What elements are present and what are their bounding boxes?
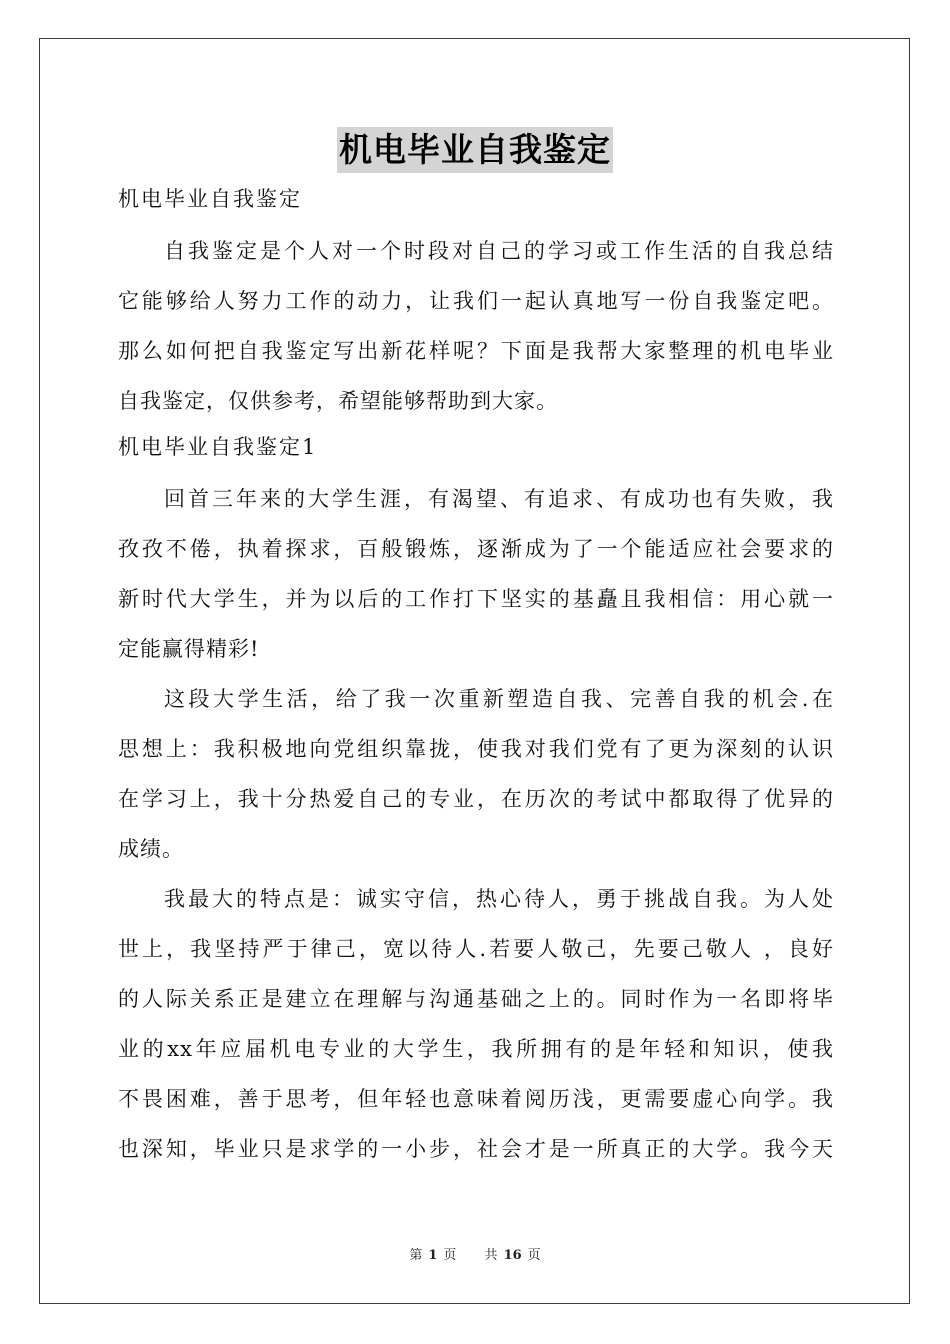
- paragraph-line: 这段大学生活，给了我一次重新塑造自我、完善自我的机会.在: [164, 687, 834, 711]
- paragraph-line: 孜孜不倦，执着探求，百般锻炼，逐渐成为了一个能适应社会要求的: [118, 537, 834, 561]
- paragraph-line: 回首三年来的大学生涯，有渴望、有追求、有成功也有失败，我: [164, 487, 834, 511]
- intro-line: 自我鉴定是个人对一个时段对自己的学习或工作生活的自我总结: [164, 239, 834, 263]
- page-number: 1: [428, 1248, 438, 1263]
- title-wrap: [0, 127, 950, 173]
- paragraph-2: [118, 674, 834, 874]
- page-footer: [0, 1247, 950, 1265]
- intro-line: 自我鉴定，仅供参考，希望能够帮助到大家。: [118, 389, 558, 413]
- intro-line: 那么如何把自我鉴定写出新花样呢？下面是我帮大家整理的机电毕业: [118, 339, 834, 363]
- paragraph-line: 不畏困难，善于思考，但年轻也意味着阅历浅，更需要虚心向学。我: [118, 1087, 834, 1111]
- document-body: [118, 178, 834, 1174]
- paragraph-line: 思想上：我积极地向党组织靠拢，使我对我们党有了更为深刻的认识: [118, 737, 834, 761]
- document-title: 机电毕业自我鉴定: [337, 127, 613, 173]
- paragraph-3: [118, 874, 834, 1174]
- section-heading: 机电毕业自我鉴定1: [118, 435, 318, 459]
- paragraph-line: 在学习上，我十分热爱自己的专业，在历次的考试中都取得了优异的: [118, 787, 834, 811]
- total-pages: 16: [503, 1248, 522, 1263]
- paragraph-line: 新时代大学生，并为以后的工作打下坚实的基矗且我相信：用心就一: [118, 587, 834, 611]
- paragraph-1: [118, 474, 834, 674]
- paragraph-line: 的人际关系正是建立在理解与沟通基础之上的。同时作为一名即将毕: [118, 987, 834, 1011]
- paragraph-line: 世上，我坚持严于律己，宽以待人.若要人敬己，先要己敬人 ，良好: [118, 937, 834, 961]
- paragraph-line: 成绩。: [118, 837, 184, 861]
- total-pages-indicator: 共 16 页: [484, 1248, 541, 1263]
- intro-paragraph: [118, 226, 834, 426]
- paragraph-line: 也深知，毕业只是求学的一小步，社会才是一所真正的大学。我今天: [118, 1137, 834, 1161]
- paragraph-line: 定能赢得精彩!: [118, 637, 260, 661]
- document-subtitle: 机电毕业自我鉴定: [118, 187, 302, 211]
- paragraph-line: 我最大的特点是：诚实守信，热心待人，勇于挑战自我。为人处: [164, 887, 834, 911]
- intro-line: 它能够给人努力工作的动力，让我们一起认真地写一份自我鉴定吧。: [118, 289, 834, 313]
- page-indicator: 第 1 页: [409, 1248, 457, 1263]
- paragraph-line: 业的xx年应届机电专业的大学生，我所拥有的是年轻和知识，使我: [118, 1037, 834, 1061]
